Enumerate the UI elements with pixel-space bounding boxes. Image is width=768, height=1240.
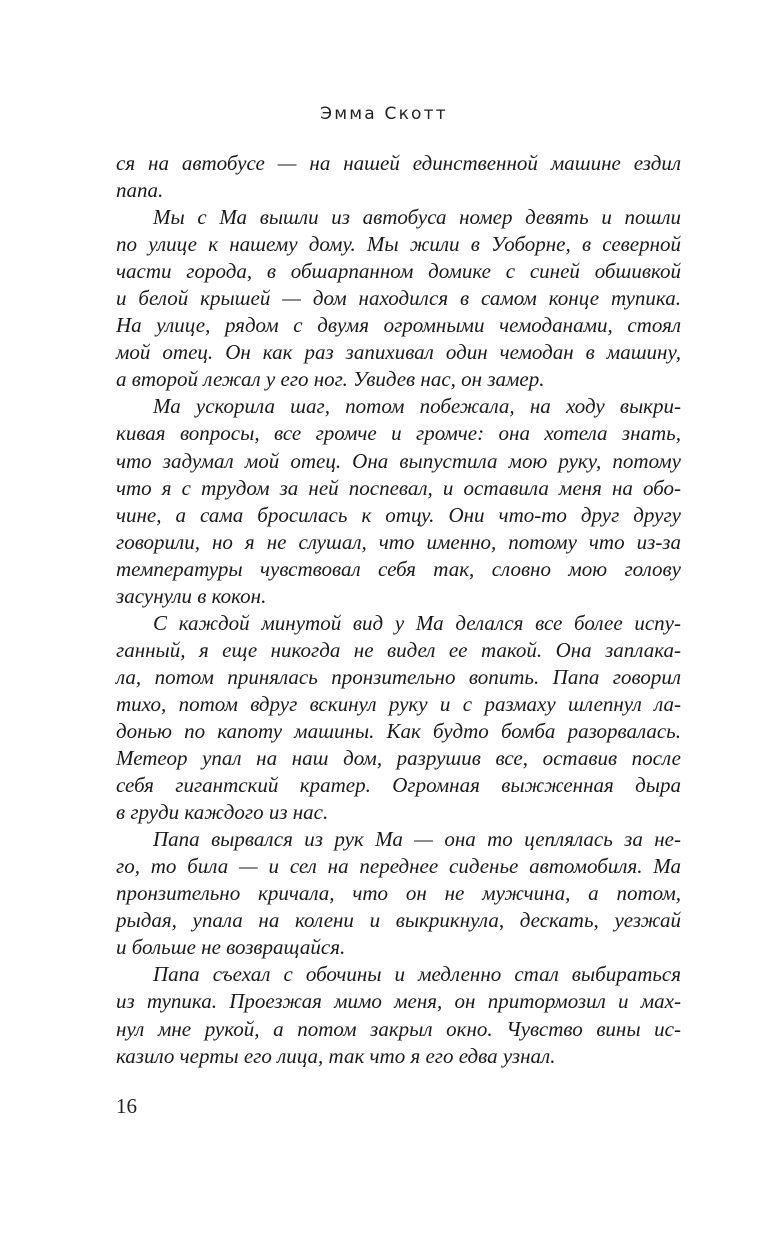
text-line: из тупика. Проезжая мимо меня, он притормозил и мах-	[116, 989, 681, 1014]
text-line: засунули в кокон.	[116, 583, 267, 608]
text-line: нул мне рукой, а потом закрыл окно. Чувство вины ис-	[116, 1016, 681, 1041]
text-line: чине, а сама бросилась к отцу. Они что-то друг другу	[116, 502, 681, 527]
text-line: Папа съехал с обочины и медленно стал выбираться	[153, 962, 681, 987]
text-line: Мы с Ма вышли из автобуса номер девять и пошли	[153, 205, 681, 230]
text-line: На улице, рядом с двумя огромными чемоданами, стоял	[116, 313, 681, 338]
text-line: ла, потом принялась пронзительно вопить. Папа говорил	[116, 664, 681, 689]
text-line: ся на автобусе — на нашей единственной машине ездил	[116, 151, 681, 175]
text-line: говорили, но я не слушал, что именно, потому что из-за	[116, 529, 681, 554]
body-text	[116, 150, 681, 1070]
text-line: го, то била — и сел на переднее сиденье автомобиля. Ма	[116, 854, 681, 879]
text-line: папа.	[116, 178, 164, 203]
paragraph	[116, 610, 681, 826]
text-line: что задумал мой отец. Она выпустила мою руку, потому	[116, 448, 681, 473]
text-line: что я с трудом за ней поспевал, и оставила меня на обо-	[116, 475, 681, 500]
text-line: по улице к нашему дому. Мы жили в Уоборне, в северной	[116, 232, 681, 257]
text-line: и больше не возвращайся.	[116, 935, 346, 960]
text-line: рыдая, упала на колени и выкрикнула, дескать, уезжай	[116, 908, 681, 933]
text-line: С каждой минутой вид у Ма делался все более испу-	[153, 610, 681, 635]
page-number: 16	[116, 1094, 137, 1118]
text-line: а второй лежал у его ног. Увидев нас, он замер.	[116, 367, 545, 392]
paragraph	[116, 393, 681, 609]
text-line: тихо, потом вдруг вскинул руку и с размаху шлепнул ла-	[116, 691, 681, 716]
text-line: Метеор упал на наш дом, разрушив все, оставив после	[116, 746, 681, 771]
text-line: мой отец. Он как раз запихивал один чемодан в машину,	[116, 340, 681, 365]
text-line: части города, в обшарпанном домике с синей обшивкой	[116, 259, 681, 284]
paragraph	[116, 826, 681, 961]
paragraph	[116, 150, 681, 204]
text-line: донью по капоту машины. Как будто бомба разорвалась.	[116, 718, 681, 743]
paragraph	[116, 204, 681, 393]
text-line: Папа вырвался из рук Ма — она то цеплялась за не-	[153, 827, 681, 852]
text-line: в груди каждого из нас.	[116, 800, 329, 825]
text-line: и белой крышей — дом находился в самом конце тупика.	[116, 286, 681, 311]
running-header: Эмма Скотт	[320, 104, 448, 124]
text-line: пронзительно кричала, что он не мужчина, а потом,	[116, 881, 681, 906]
text-line: ганный, я еще никогда не видел ее такой. Она заплака-	[116, 637, 681, 662]
text-line: себя гигантский кратер. Огромная выжженная дыра	[116, 773, 681, 798]
text-line: Ма ускорила шаг, потом побежала, на ходу выкри-	[153, 394, 681, 419]
text-line: кивая вопросы, все громче и громче: она хотела знать,	[116, 421, 681, 446]
text-line: температуры чувствовал себя так, словно мою голову	[116, 556, 681, 581]
text-line: казило черты его лица, так что я его едва узнал.	[116, 1043, 556, 1068]
paragraph	[116, 961, 681, 1069]
